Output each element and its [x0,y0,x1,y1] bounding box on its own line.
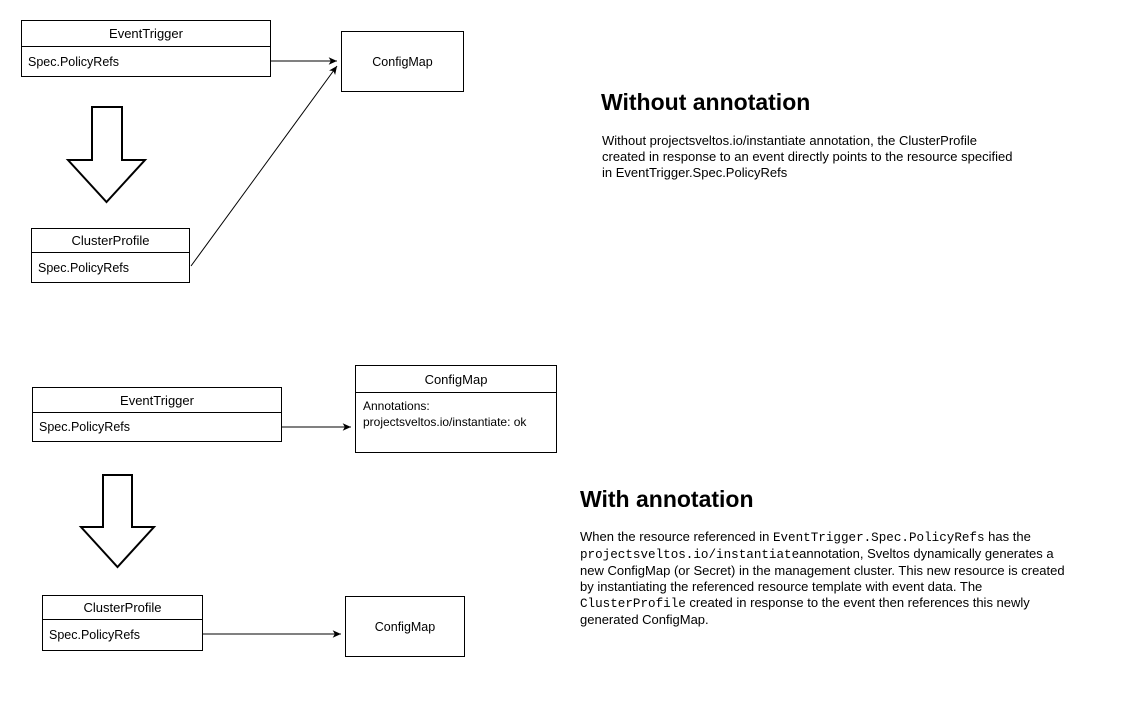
hollow-down-arrow-2 [81,475,154,567]
code-span-instantiate-annotation: projectsveltos.io/instantiate [580,548,800,562]
paragraph-segment: created in response to the event then references this newly generated ConfigMap. [580,595,1030,627]
with-annotation-heading: With annotation [580,486,754,512]
code-span-clusterprofile: ClusterProfile [580,597,686,611]
clusterprofile-title: ClusterProfile [71,233,150,248]
without-annotation-paragraph: Without projectsveltos.io/instantiate annotation, the ClusterProfile created in response to an event directly points to the resource specified in EventTrigger.Spec.PolicyRefs [602,133,1013,180]
clusterprofile-title: ClusterProfile [83,600,162,615]
clusterprofile-attr: Spec.PolicyRefs [43,619,202,650]
with-annotation-paragraph [580,529,1077,628]
eventtrigger-attr: Spec.PolicyRefs [22,46,270,76]
configmap-title: ConfigMap [356,366,556,393]
configmap-annotated-box [355,365,557,453]
eventtrigger-box-2 [32,387,282,442]
paragraph-segment: When the resource referenced in [580,529,773,544]
configmap-box-1 [341,31,464,92]
clusterprofile-attr: Spec.PolicyRefs [32,252,189,282]
configmap-label: ConfigMap [372,54,433,69]
annotation-value: projectsveltos.io/instantiate: ok [363,415,527,429]
configmap-box-2 [345,596,465,657]
eventtrigger-title: EventTrigger [120,392,194,408]
code-span-eventtrigger-policyrefs: EventTrigger.Spec.PolicyRefs [772,531,985,545]
without-annotation-heading: Without annotation [601,89,811,115]
paragraph-segment: has the [984,529,1031,544]
eventtrigger-attr: Spec.PolicyRefs [33,412,281,441]
configmap-annotations [356,393,556,430]
hollow-down-arrow-1 [68,107,145,202]
eventtrigger-box-1 [21,20,271,77]
eventtrigger-title: EventTrigger [109,26,183,41]
clusterprofile-box-1 [31,228,190,283]
annotations-label: Annotations: [363,399,430,413]
arrow-clusterprofile1-to-configmap1 [191,66,337,266]
configmap-label: ConfigMap [374,619,436,634]
paragraph-segment: annotation, Sveltos dynamically generates a new ConfigMap (or Secret) in the management cluster. This new resource is created by instantiating the referenced resource template with event data. The [580,546,1065,594]
clusterprofile-box-2 [42,595,203,651]
